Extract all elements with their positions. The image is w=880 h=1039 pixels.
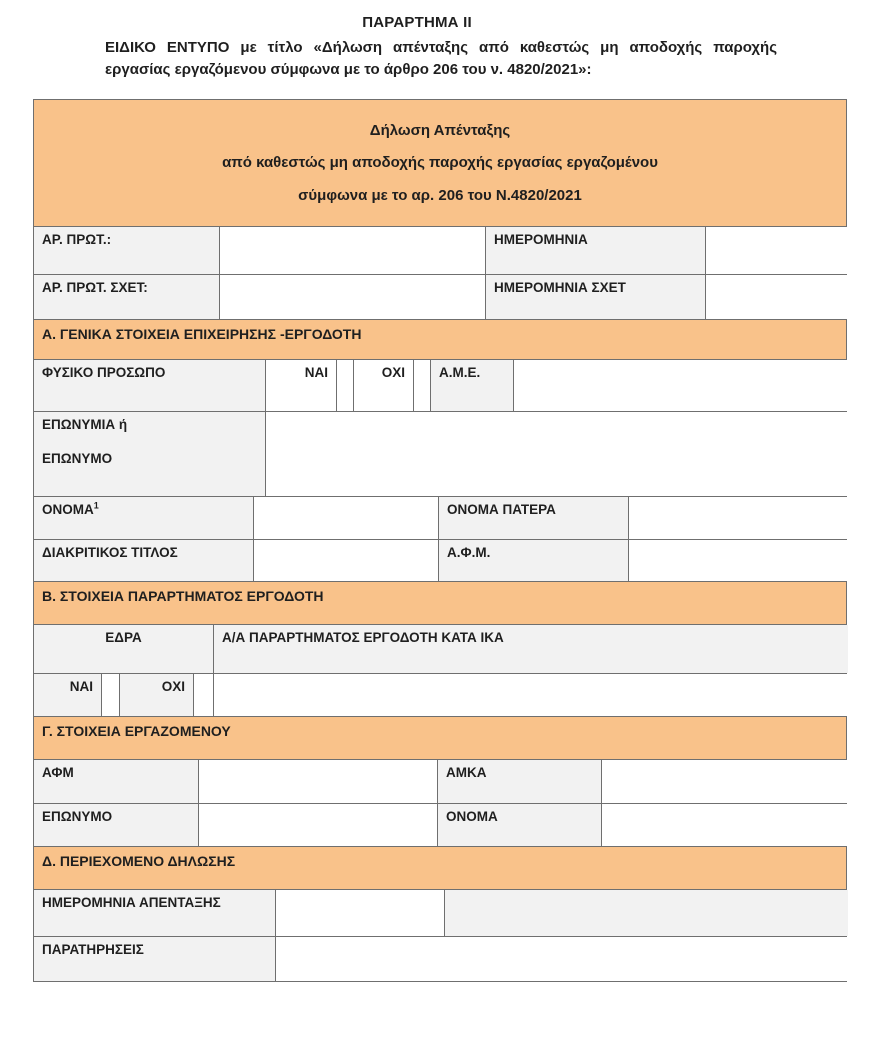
edra-row [34,624,846,673]
protocol-sxet-row [34,274,846,319]
paratiriseis-input[interactable] [276,937,848,981]
edra-nai-oxi-row [34,673,846,716]
onoma-patera-label: ΟΝΟΜΑ ΠΑΤΕΡΑ [439,497,629,539]
paratiriseis-label: ΠΑΡΑΤΗΡΗΣΕΙΣ [34,937,276,981]
intro-text-line2: εργασίας εργαζόμενου σύμφωνα με το άρθρο 206 του ν. 4820/2021»: [105,61,592,78]
aa-parartimatos-input[interactable] [214,674,848,716]
nai-label-a: ΝΑΙ [266,360,337,411]
ar-prot-sxet-input[interactable] [220,275,486,319]
section-d-header: Δ. ΠΕΡΙΕΧΟΜΕΝΟ ΔΗΛΩΣΗΣ [34,846,846,889]
oxi-checkbox-cell-a[interactable] [414,360,431,411]
ar-prot-sxet-label: ΑΡ. ΠΡΩΤ. ΣΧΕΤ: [34,275,220,319]
form-title-line1: Δήλωση Απένταξης [369,121,511,139]
onoma-input[interactable] [254,497,439,539]
ergazomenos-eponymo-row [34,803,846,846]
section-b-header: Β. ΣΤΟΙΧΕΙΑ ΠΑΡΑΡΤΗΜΑΤΟΣ ΕΡΓΟΔΟΤΗ [34,581,846,624]
form-title-block [34,100,846,226]
fysiko-prosopo-row [34,359,846,411]
onoma-label-c: ΟΝΟΜΑ [438,804,602,846]
oxi-label-a: ΟΧΙ [354,360,414,411]
ame-input[interactable] [514,360,848,411]
diakritikos-titlos-input[interactable] [254,540,439,581]
intro-text-line1: ΕΙΔΙΚΟ ΕΝΤΥΠΟ με τίτλο «Δήλωση απένταξης από καθεστώς μη αποδοχής παροχής [105,39,777,56]
eponymo-input[interactable] [199,804,438,846]
onoma-row [34,496,846,539]
imerominia-apentaxis-label: ΗΜΕΡΟΜΗΝΙΑ ΑΠΕΝΤΑΞΗΣ [34,890,276,936]
imerominia-label: ΗΜΕΡΟΜΗΝΙΑ [486,227,706,274]
declaration-form-table [33,99,847,982]
eponymia-input[interactable] [266,412,848,496]
amka-input[interactable] [602,760,848,803]
eponymia-label [34,412,266,496]
afm-label-a: Α.Φ.Μ. [439,540,629,581]
amka-label: ΑΜΚΑ [438,760,602,803]
edra-label: ΕΔΡΑ [34,625,214,673]
imerominia-sxet-label: ΗΜΕΡΟΜΗΝΙΑ ΣΧΕΤ [486,275,706,319]
onoma-footnote-marker: 1 [93,500,99,510]
fysiko-prosopo-label: ΦΥΣΙΚΟ ΠΡΟΣΩΠΟ [34,360,266,411]
section-c-header: Γ. ΣΤΟΙΧΕΙΑ ΕΡΓΑΖΟΜΕΝΟΥ [34,716,846,759]
aa-parartimatos-label: Α/Α ΠΑΡΑΡΤΗΜΑΤΟΣ ΕΡΓΟΔΟΤΗ ΚΑΤΑ ΙΚΑ [214,625,848,673]
imerominia-apentaxis-row [34,889,846,936]
afm-input-a[interactable] [629,540,848,581]
form-title-line3: σύμφωνα με το αρ. 206 του Ν.4820/2021 [298,186,582,204]
imerominia-input[interactable] [706,227,848,274]
eponymia-label-line2: ΕΠΩΝΥΜΟ [42,451,113,467]
nai-checkbox-cell-a[interactable] [337,360,354,411]
nai-label-b: ΝΑΙ [34,674,102,716]
annex-title: ΠΑΡΑΡΤΗΜΑ ΙΙ [362,14,472,31]
eponymia-row [34,411,846,496]
protocol-row [34,226,846,274]
oxi-checkbox-cell-b[interactable] [194,674,214,716]
imerominia-sxet-input[interactable] [706,275,848,319]
onoma-input-c[interactable] [602,804,848,846]
paratiriseis-row [34,936,846,981]
ar-prot-input[interactable] [220,227,486,274]
imerominia-apentaxis-filler [445,890,848,936]
ar-prot-label: ΑΡ. ΠΡΩΤ.: [34,227,220,274]
nai-checkbox-cell-b[interactable] [102,674,120,716]
imerominia-apentaxis-input[interactable] [276,890,445,936]
ame-label: Α.Μ.Ε. [431,360,514,411]
oxi-label-b: ΟΧΙ [120,674,194,716]
afm-label-c: ΑΦΜ [34,760,199,803]
onoma-patera-input[interactable] [629,497,848,539]
afm-input-c[interactable] [199,760,438,803]
diakritikos-titlos-row [34,539,846,581]
document-header [105,14,777,78]
ergazomenos-afm-row [34,759,846,803]
eponymia-label-line1: ΕΠΩΝΥΜΙΑ ή [42,416,128,432]
diakritikos-titlos-label: ΔΙΑΚΡΙΤΙΚΟΣ ΤΙΤΛΟΣ [34,540,254,581]
eponymo-label: ΕΠΩΝΥΜΟ [34,804,199,846]
onoma-label: ΟΝΟΜΑ$^1$ [34,497,254,539]
form-title-line2: από καθεστώς μη αποδοχής παροχής εργασίας εργαζομένου [222,154,658,172]
section-a-header: Α. ΓΕΝΙΚΑ ΣΤΟΙΧΕΙΑ ΕΠΙΧΕΙΡΗΣΗΣ -ΕΡΓΟΔΟΤΗ [34,319,846,359]
